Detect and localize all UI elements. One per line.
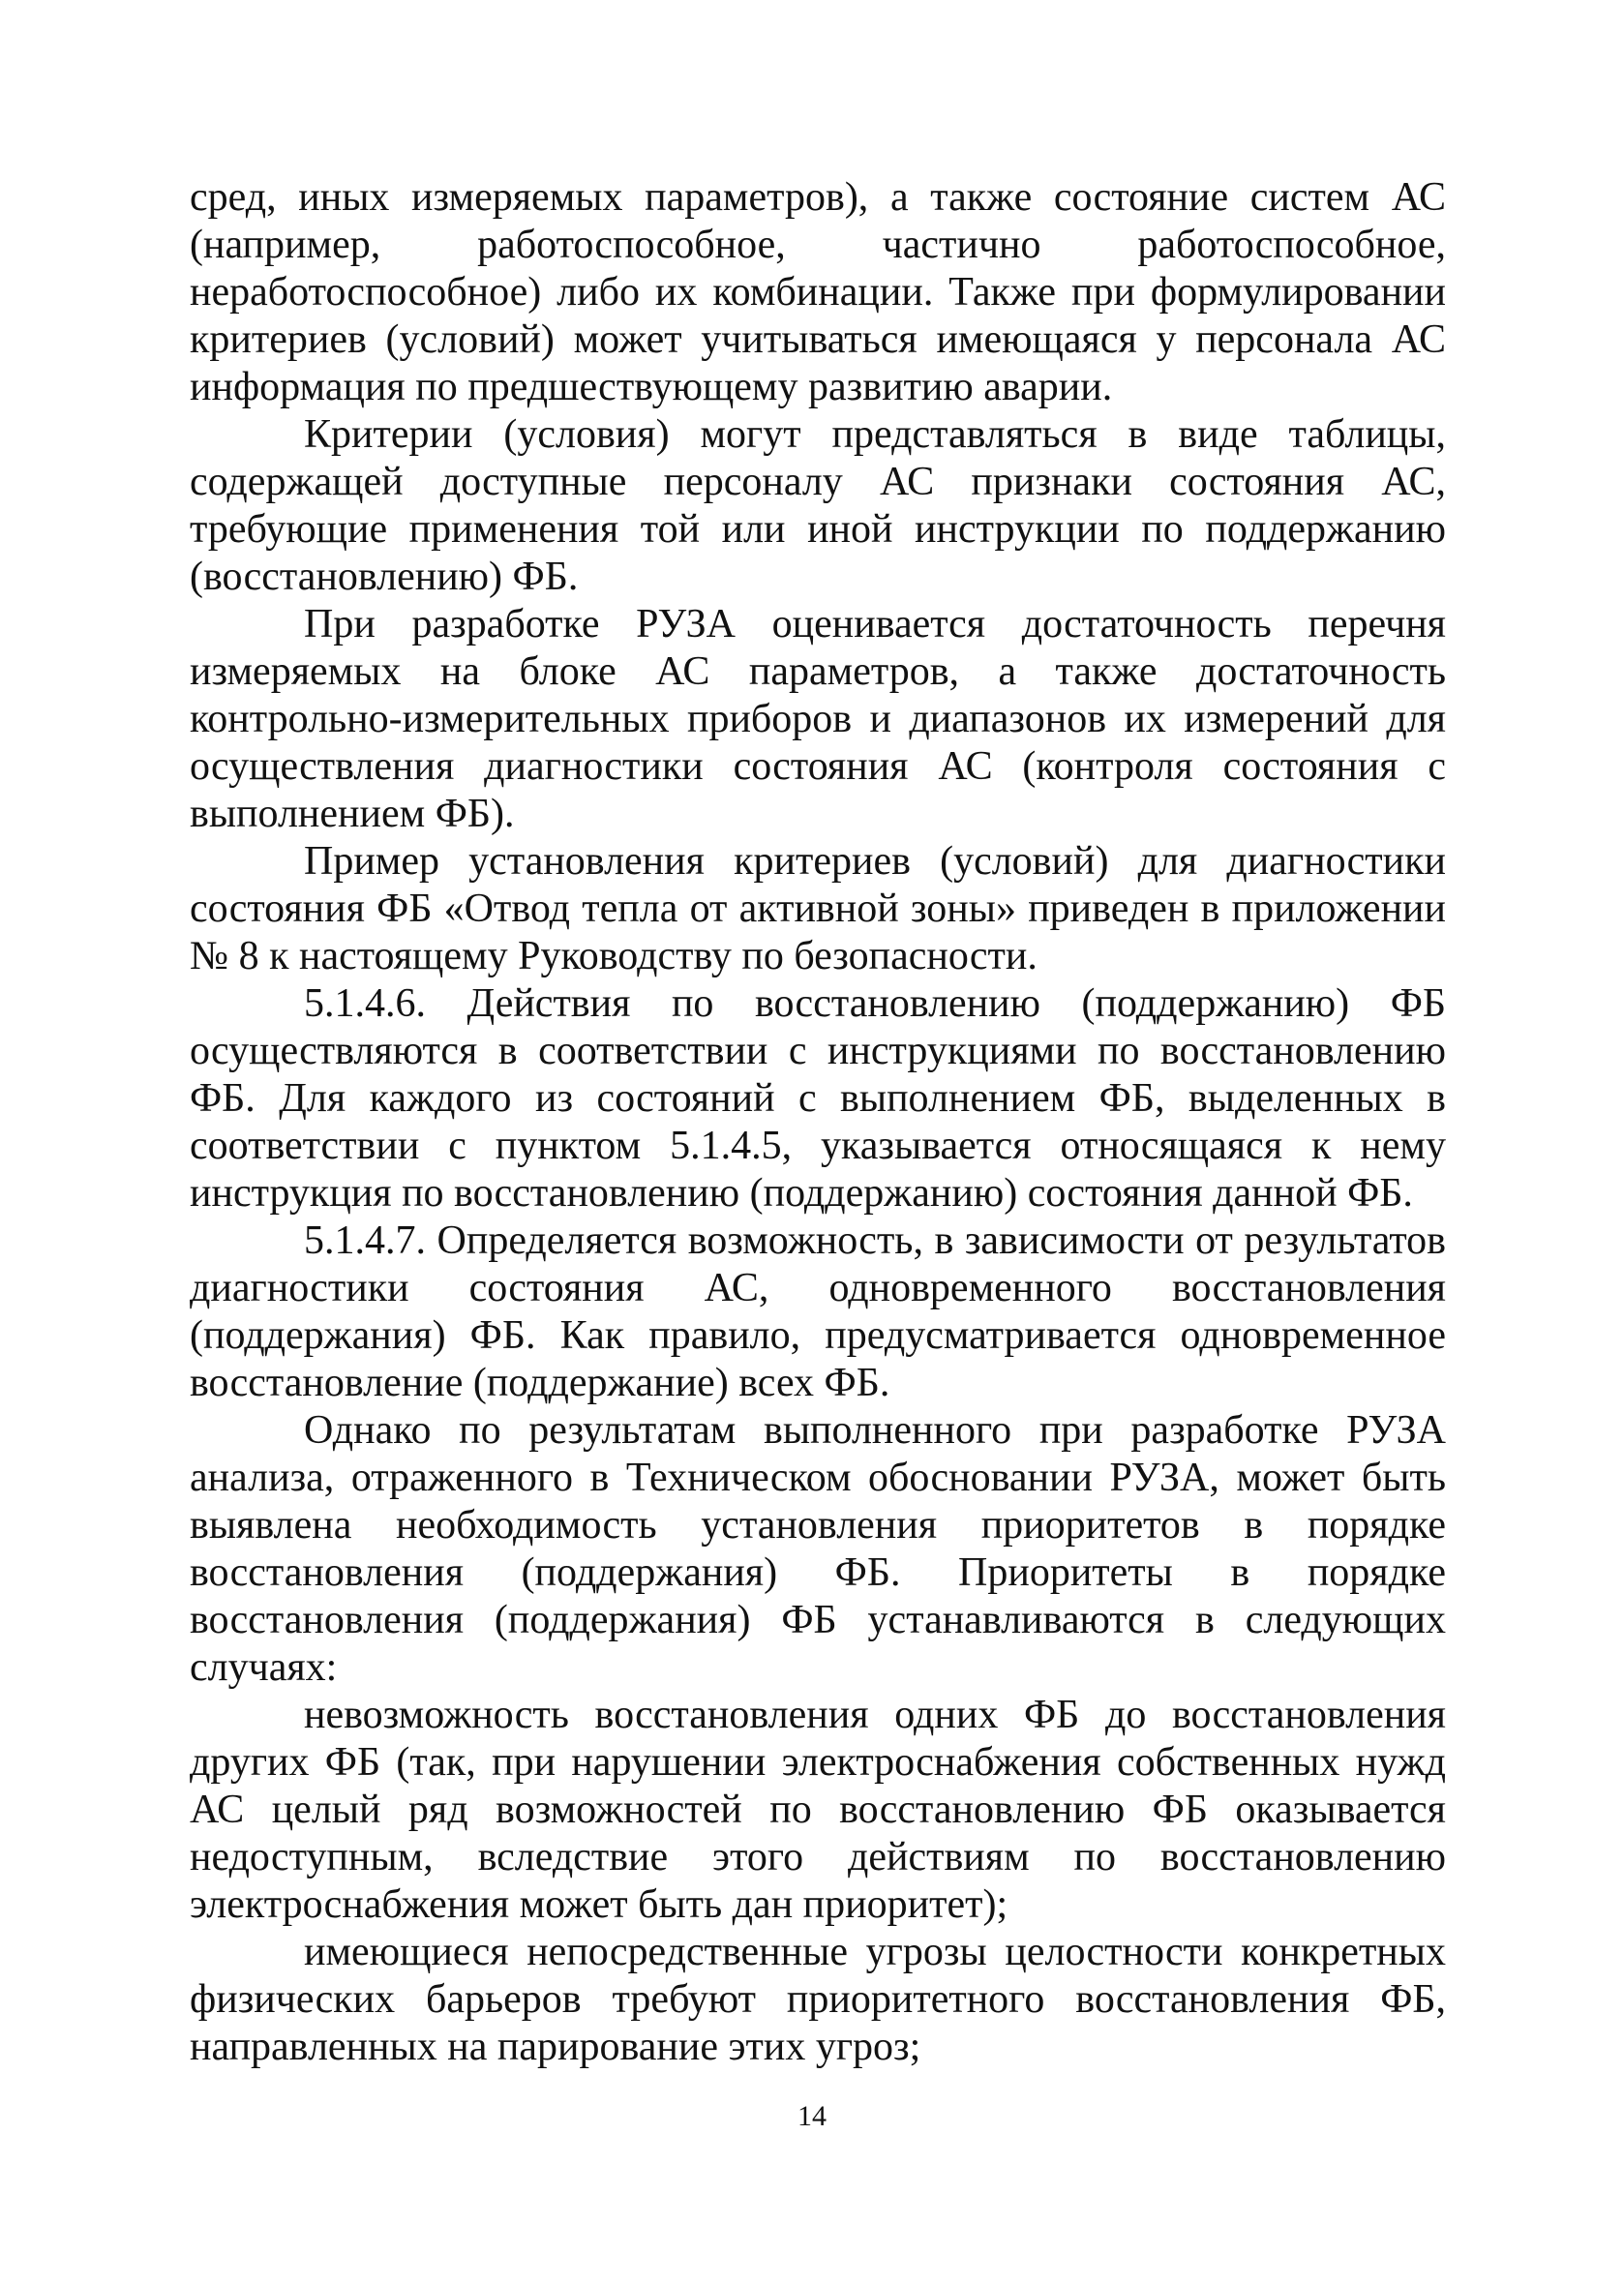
page-number: 14 [797,2100,827,2132]
list-item-threats: имеющиеся непосредственные угрозы целостности конкретных физических барьеров требуют приоритетного восстановления ФБ, направленных на парирование этих угроз; [190,1930,1446,2069]
paragraph-criteria-table: Критерии (условия) могут представляться в виде таблицы, содержащей доступные персоналу АС признаки состояния АС, требующие применения той или иной инструкции по поддержанию (восстановлению) ФБ. [190,412,1446,599]
paragraph-example-criteria: Пример установления критериев (условий) для диагностики состояния ФБ «Отвод тепла от активной зоны» приведен в приложении № 8 к настоящему Руководству по безопасности. [190,839,1446,978]
paragraph-priorities: Однако по результатам выполненного при разработке РУЗА анализа, отраженного в Техническом обосновании РУЗА, может быть выявлена необходимость установления приоритетов в порядке восстановления (поддержания) ФБ. Приоритеты в порядке восстановления (поддержания) ФБ устанавливаются в следующих случаях: [190,1408,1446,1690]
paragraph-ruza-development: При разработке РУЗА оценивается достаточность перечня измеряемых на блоке АС параметров, а также достаточность контрольно-измерительных приборов и диапазонов их измерений для осуществления диагностики состояния АС (контроля состояния с выполнением ФБ). [190,602,1446,836]
paragraph-5-1-4-6: 5.1.4.6. Действия по восстановлению (поддержанию) ФБ осуществляются в соответствии с инструкциями по восстановлению ФБ. Для каждого из состояний с выполнением ФБ, выделенных в соответствии с пунктом 5.1.4.5, указывается относящаяся к нему инструкция по восстановлению (поддержанию) состояния данной ФБ. [190,981,1446,1216]
paragraph-continuation: сред, иных измеряемых параметров), а также состояние систем АС (например, работоспособное, частично работоспособное, неработоспособное) либо их комбинации. Также при формулировании критериев (условий) может учитываться имеющаяся у персонала АС информация по предшествующему развитию аварии. [190,175,1446,409]
list-item-impossibility: невозможность восстановления одних ФБ до восстановления других ФБ (так, при нарушении электроснабжения собственных нужд АС целый ряд возможностей по восстановлению ФБ оказывается недоступным, вследствие этого действиям по восстановлению электроснабжения может быть дан приоритет); [190,1693,1446,1927]
document-body [190,174,1446,2071]
paragraph-5-1-4-7: 5.1.4.7. Определяется возможность, в зависимости от результатов диагностики состояния АС, одновременного восстановления (поддержания) ФБ. Как правило, предусматривается одновременное восстановление (поддержание) всех ФБ. [190,1218,1446,1405]
